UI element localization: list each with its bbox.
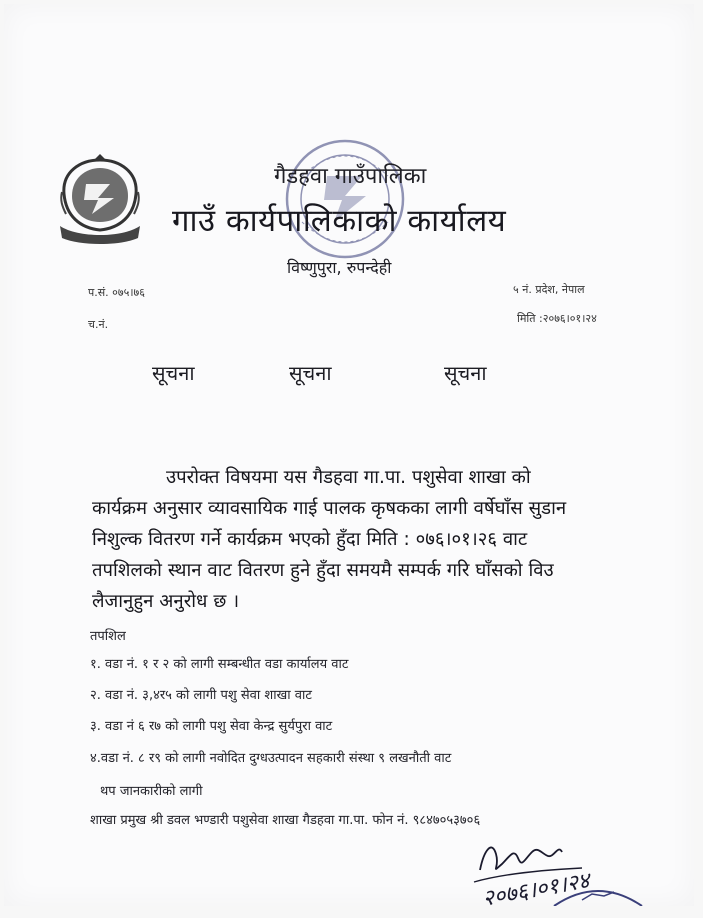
detail-item: ४.वडा नं. ८ र९ को लागी नवोदित दुग्धउत्पादन सहकारी संस्था ९ लखनौती वाट: [90, 751, 452, 766]
notice-document: [4, 4, 694, 912]
partial-stamp: [552, 886, 644, 906]
office-address: विष्णुपुरा, रुपन्देही: [287, 258, 392, 277]
municipality-name: गैडहवा गाउँपालिका: [274, 164, 427, 189]
notice-heading: सूचना: [289, 361, 332, 385]
office-title: गाउँ कार्यपालिकाको कार्यालय: [172, 203, 507, 239]
body-line: कार्यक्रम अनुसार व्यावसायिक गाई पालक कृषकका लागी वर्षेघाँस सुडान: [92, 498, 567, 519]
detail-item: १. वडा नं. १ र २ को लागी सम्बन्धीत वडा कार्यालय वाट: [90, 657, 349, 672]
province-label: ५ नं. प्रदेश, नेपाल: [513, 283, 585, 296]
body-line: निशुल्क वितरण गर्ने कार्यक्रम भएको हुँदा मिति : ०७६।०१।२६ वाट: [92, 529, 528, 550]
body-line: उपरोक्त विषयमा यस गैडहवा गा.पा. पशुसेवा शाखा को: [166, 467, 531, 488]
notice-heading: सूचना: [152, 361, 195, 385]
notice-heading: सूचना: [444, 361, 487, 385]
reference-number: प.सं. ०७५।७६: [88, 286, 145, 299]
body-line: तपशिलको स्थान वाट वितरण हुने हुँदा समयमै सम्पर्क गरि घाँसको विउ: [92, 560, 554, 581]
letter-date: मिति :२०७६।०१।२४: [517, 312, 597, 325]
more-info-label: थप जानकारीको लागी: [100, 784, 203, 799]
signature-date: २०७६।०१।२४: [480, 868, 592, 912]
detail-item: २. वडा नं. ३,४र५ को लागी पशु सेवा शाखा वाट: [90, 688, 312, 703]
body-line: लैजानुहुन अनुरोध छ ।: [92, 591, 240, 612]
government-emblem-icon: [58, 154, 142, 246]
detail-item: ३. वडा नं ६ र७ को लागी पशु सेवा केन्द्र सुर्यपुरा वाट: [90, 719, 333, 734]
details-heading: तपशिल: [90, 629, 126, 644]
dispatch-number: च.नं.: [88, 318, 109, 331]
contact-line: शाखा प्रमुख श्री डवल भण्डारी पशुसेवा शाखा गैडहवा गा.पा. फोन नं. ९८४७०५३७०६: [90, 813, 481, 828]
